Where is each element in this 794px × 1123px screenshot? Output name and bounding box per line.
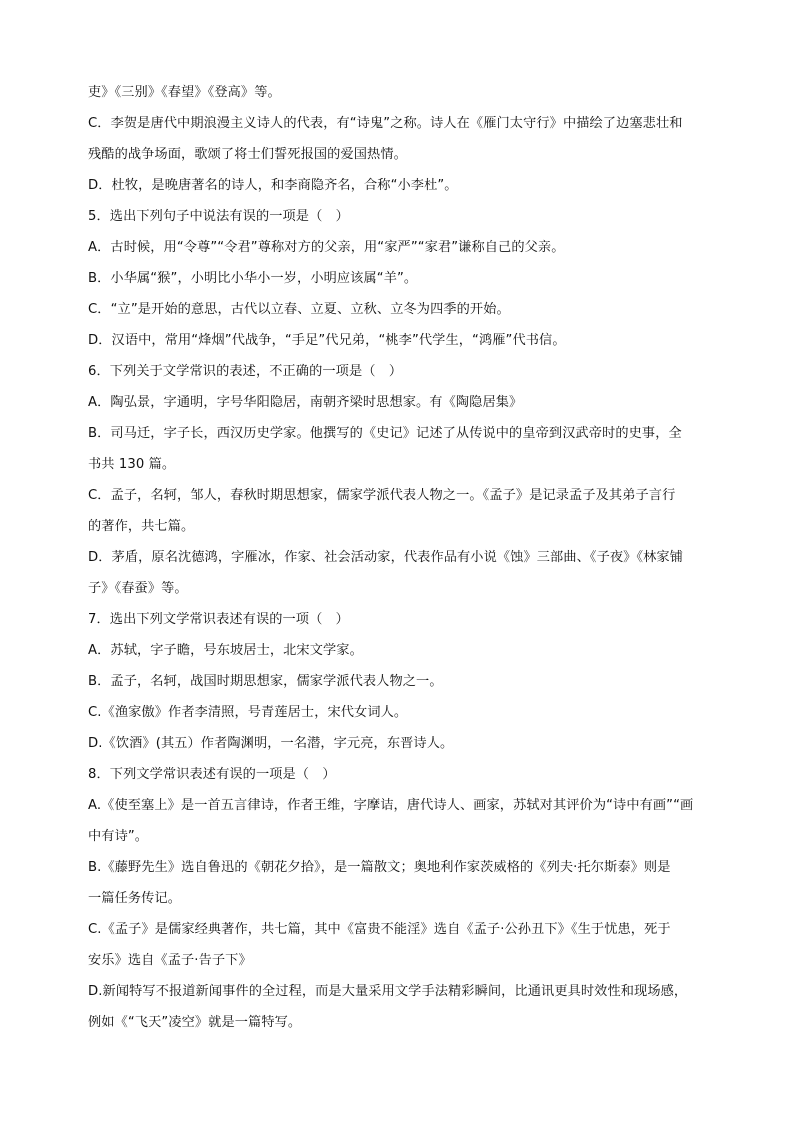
option-b-line: B．小华属“猴”，小明比小华小一岁，小明应该属“羊”。 [88, 271, 418, 286]
text-line: 安乐》选自《孟子·告子下》 [88, 953, 252, 968]
question-8-stem: 8．下列文学常识表述有误的一项是（ ） [88, 767, 336, 782]
option-d-line: D．汉语中，常用“烽烟”代战争，“手足”代兄弟，“桃李”代学生，“鸿雁”代书信。 [88, 333, 566, 348]
option-d-line: D.《饮酒》(其五）作者陶渊明，一名潜，字元亮，东晋诗人。 [88, 736, 454, 751]
question-7-stem: 7．选出下列文学常识表述有误的一项（ ） [88, 612, 349, 627]
text-line: 吏》《三别》《春望》《登高》等。 [88, 85, 281, 100]
option-b-line: B．司马迁，字子长，西汉历史学家。他撰写的《史记》记述了从传说中的皇帝到汉武帝时的史事，全 [88, 426, 682, 441]
text-line: 书共 130 篇。 [88, 457, 176, 472]
text-line: 子》《春蚕》等。 [88, 581, 188, 596]
option-b-line: B．孟子，名轲，战国时期思想家，儒家学派代表人物之一。 [88, 674, 443, 689]
option-a-line: A.《使至塞上》是一首五言律诗，作者王维，字摩诘，唐代诗人、画家，苏轼对其评价为“诗中有画”“画 [88, 798, 694, 813]
option-a-line: A．陶弘景，字通明，字号华阳隐居，南朝齐梁时思想家。有《陶隐居集》 [88, 395, 523, 410]
option-c-line: C．李贺是唐代中期浪漫主义诗人的代表，有“诗鬼”之称。诗人在《雁门太守行》中描绘了边塞悲壮和 [88, 116, 683, 131]
text-line: 中有诗”。 [88, 829, 149, 844]
exam-questions-text [88, 77, 710, 1038]
option-d-line: D．茅盾，原名沈德鸿，字雁冰，作家、社会活动家，代表作品有小说《蚀》三部曲、《子夜》《林家铺 [88, 550, 683, 565]
question-5-stem: 5．选出下列句子中说法有误的一项是（ ） [88, 209, 349, 224]
option-c-line: C.《渔家傲》作者李清照，号青莲居士，宋代女词人。 [88, 705, 408, 720]
text-line: 一篇任务传记。 [88, 891, 182, 906]
option-b-line: B.《藤野先生》选自鲁迅的《朝花夕拾》，是一篇散文；奥地利作家茨威格的《列夫·托尔斯泰》则是 [88, 860, 671, 875]
option-d-line: D.新闻特写不报道新闻事件的全过程，而是大量采用文学手法精彩瞬间，比通讯更具时效性和现场感， [88, 984, 688, 999]
option-a-line: A．苏轼，字子瞻，号东坡居士，北宋文学家。 [88, 643, 363, 658]
option-c-line: C.《孟子》是儒家经典著作，共七篇，其中《富贵不能淫》选自《孟子·公孙丑下》《生于忧患，死于 [88, 922, 671, 937]
question-6-stem: 6．下列关于文学常识的表述，不正确的一项是（ ） [88, 364, 403, 379]
option-d-line: D．杜牧，是晚唐著名的诗人，和李商隐齐名，合称“小李杜”。 [88, 178, 458, 193]
option-a-line: A．古时候，用“令尊”“令君”尊称对方的父亲，用“家严”“家君”谦称自己的父亲。 [88, 240, 565, 255]
text-line: 残酷的战争场面，歌颂了将士们誓死报国的爱国热情。 [88, 147, 407, 162]
option-c-line: C．“立”是开始的意思，古代以立春、立夏、立秋、立冬为四季的开始。 [88, 302, 510, 317]
option-c-line: C．孟子，名轲，邹人，春秋时期思想家，儒家学派代表人物之一。《孟子》是记录孟子及其弟子言行 [88, 488, 676, 503]
text-line: 的著作，共七篇。 [88, 519, 195, 534]
text-line: 例如《“飞天”凌空》就是一篇特写。 [88, 1015, 302, 1030]
